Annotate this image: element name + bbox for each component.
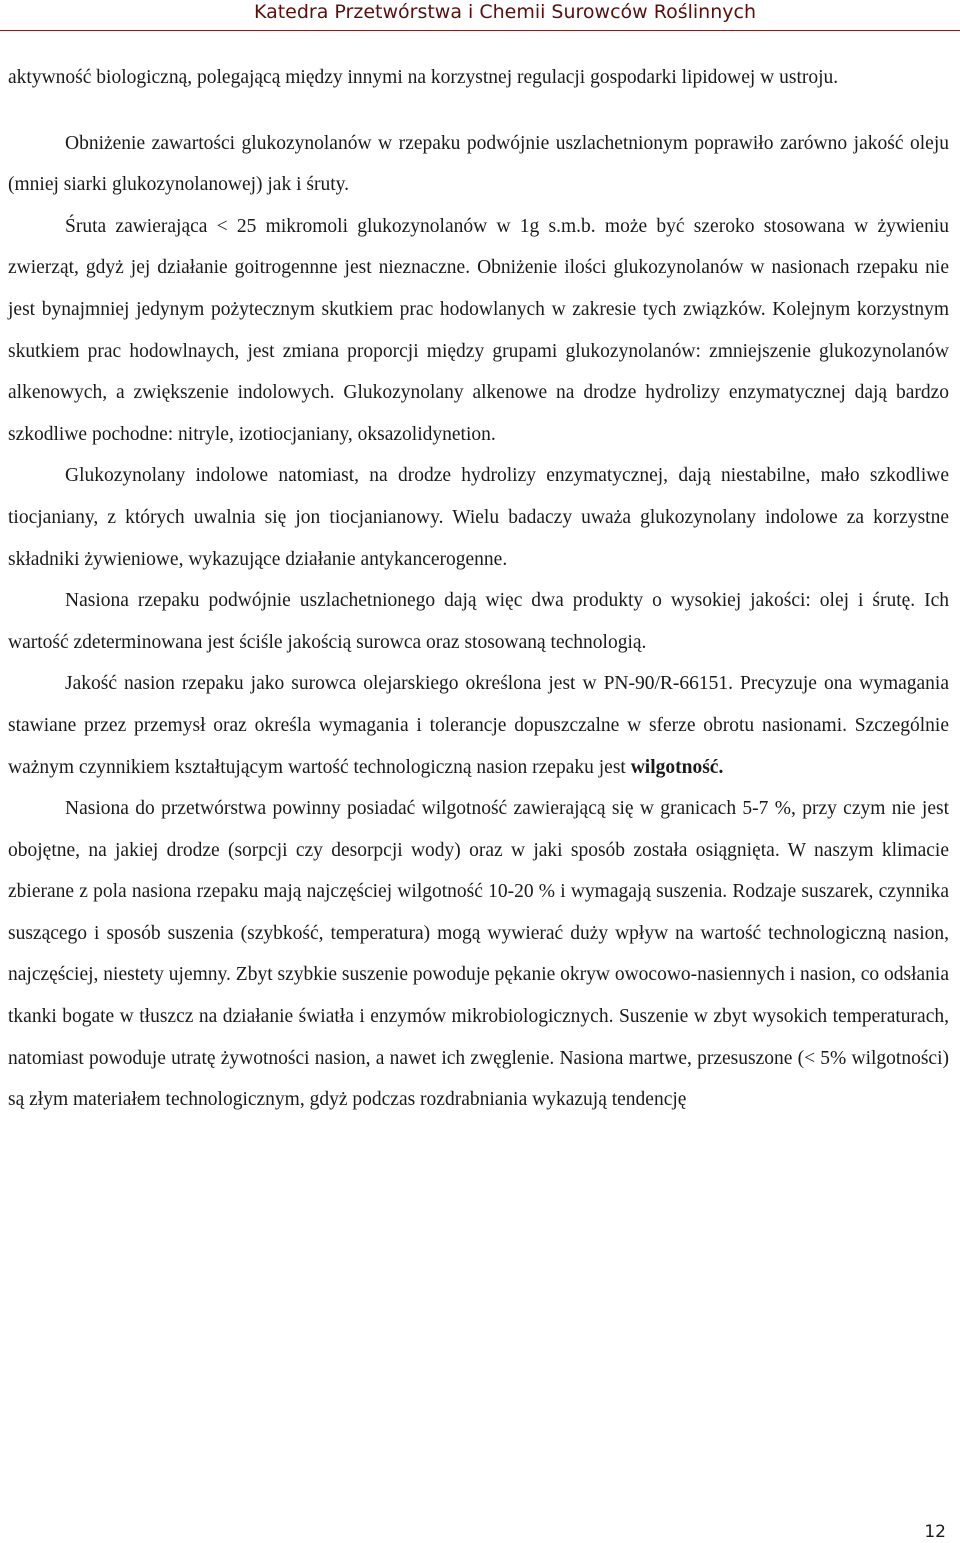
paragraph-6-bold: wilgotność.: [630, 756, 724, 778]
document-body: [8, 57, 949, 1121]
paragraph-1: aktywność biologiczną, polegającą między innymi na korzystnej regulacji gospodarki lipidowej w ustroju.: [8, 67, 839, 88]
paragraph-4: Glukozynolany indolowe natomiast, na drodze hydrolizy enzymatycznej, dają niestabilne, mało szkodliwe tiocjaniany, z których uwalnia się jon tiocjanianowy. Wielu badaczy uważa glukozynolany indolowe za korzystne składniki żywieniowe, wykazujące działanie antykancerogenne.: [8, 465, 949, 570]
header-title: Katedra Przetwórstwa i Chemii Surowców Roślinnych: [253, 1, 756, 23]
paragraph-5: Nasiona rzepaku podwójnie uszlachetnionego dają więc dwa produkty o wysokiej jakości: olej i śrutę. Ich wartość zdeterminowana jest ściśle jakością surowca oraz stosowaną technologią.: [8, 590, 949, 653]
paragraph-3: Śruta zawierająca < 25 mikromoli glukozynolanów w 1g s.m.b. może być szeroko stosowana w żywieniu zwierząt, gdyż jej działanie goitrogennne jest nieznaczne. Obniżenie ilości glukozynolanów w nasionach rzepaku nie jest bynajmniej jedynym pożytecznym skutkiem prac hodowlanych w zakresie tych związków. Kolejnym korzystnym skutkiem prac hodowlnaych, jest zmiana proporcji między grupami glukozynolanów: zmniejszenie glukozynolanów alkenowych, a zwiększenie indolowych. Glukozynolany alkenowe na drodze hydrolizy enzymatycznej dają bardzo szkodliwe pochodne: nitryle, izotiocjaniany, oksazolidynetion.: [8, 215, 949, 445]
paragraph-6-text: Jakość nasion rzepaku jako surowca olejarskiego określona jest w PN-90/R-66151. Precyzuje ona wymagania stawiane przez przemysł oraz określa wymagania i tolerancje dopuszczalne w sferze obrotu nasionami. Szczególnie ważnym czynnikiem kształtującym wartość technologiczną nasion rzepaku jest: [8, 673, 949, 778]
page-number: 12: [924, 1522, 946, 1542]
paragraph-7: Nasiona do przetwórstwa powinny posiadać wilgotność zawierającą się w granicach 5-7 %, przy czym nie jest obojętne, na jakiej drodze (sorpcji czy desorpcji wody) oraz w jaki sposób została osiągnięta. W naszym klimacie zbierane z pola nasiona rzepaku mają najczęściej wilgotność 10-20 % i wymagają suszenia. Rodzaje suszarek, czynnika suszącego i sposób suszenia (szybkość, temperatura) mogą wywierać duży wpływ na wartość technologiczną nasion, najczęściej, niestety ujemny. Zbyt szybkie suszenie powoduje pękanie okryw owocowo-nasiennych i nasion, co odsłania tkanki bogate w tłuszcz na działanie światła i enzymów mikrobiologicznych. Suszenie w zbyt wysokich temperaturach, natomiast powoduje utratę żywotności nasion, a nawet ich zwęglenie. Nasiona martwe, przesuszone (< 5% wilgotności) są złym materiałem technologicznym, gdyż podczas rozdrabniania wykazują tendencję: [8, 798, 949, 1111]
page-header: [0, 0, 960, 31]
paragraph-6: [8, 663, 949, 788]
paragraph-2: Obniżenie zawartości glukozynolanów w rzepaku podwójnie uszlachetnionym poprawiło zarówno jakość oleju (mniej siarki glukozynolanowej) jak i śruty.: [8, 132, 949, 196]
